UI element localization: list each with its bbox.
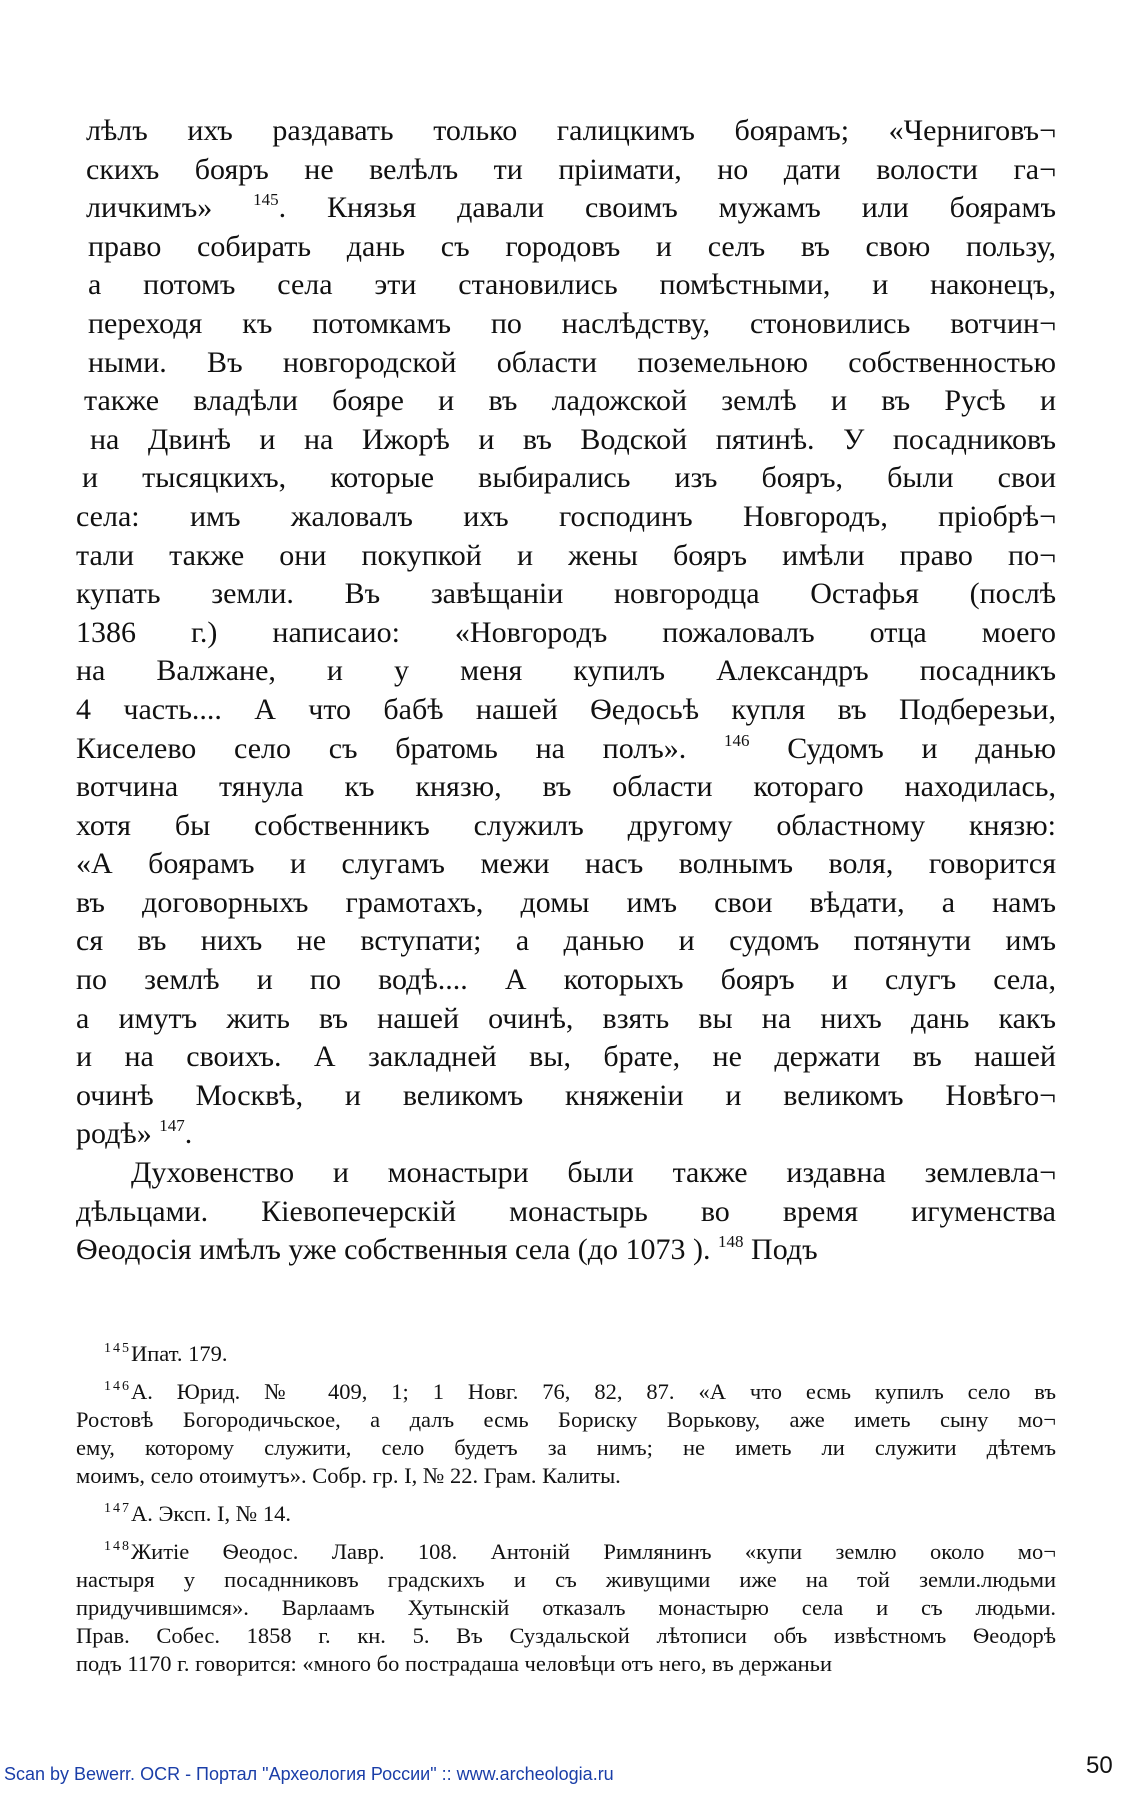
text-line: ся въ нихъ не вступати; а данью и судомъ потянути имъ — [76, 924, 1056, 958]
footnote-line: придучившимся». Варлаамъ Хутынскій отказалъ монастырю села и съ людьми. — [76, 1595, 1056, 1620]
footnote-line: $^{148}$Житіе Ѳеодос. Лавр. 108. Антоній Римлянинъ «купи землю около мо¬ — [104, 1539, 1056, 1564]
footnote-line: ему, которому служити, село будетъ за нимъ; не иметь ли служити дѣтемъ — [76, 1435, 1056, 1460]
text-line: дѣльцами. Кіевопечерскій монастырь во время игуменства — [76, 1194, 1056, 1228]
text-line: «А боярамъ и слугамъ межи насъ волнымъ воля, говорится — [76, 847, 1056, 881]
text-line: въ договорныхъ грамотахъ, домы имъ свои вѣдати, а намъ — [76, 885, 1056, 919]
text-line: скихъ бояръ не велѣлъ ти пріимати, но дати волости га¬ — [86, 152, 1056, 186]
footnote-line: настыря у посаднниковъ градскихъ и съ живущими иже на той земли.людьми — [76, 1567, 1056, 1592]
footnote — [76, 1378, 1056, 1490]
text-line: хотя бы собственникъ служилъ другому областному князю: — [76, 808, 1056, 842]
text-line: по землѣ и по водѣ.... А которыхъ бояръ и слугъ села, — [76, 963, 1056, 997]
scan-credit-link[interactable]: Scan by Bewerr. OCR - Портал "Археология России" :: www.archeologia.ru — [4, 1764, 614, 1784]
footnote-line: Прав. Собес. 1858 г. кн. 5. Въ Суздальской лѣтописи объ извѣстномъ Ѳеодорѣ — [76, 1623, 1056, 1648]
text-line: Духовенство и монастыри были также издавна землевла¬ — [131, 1156, 1056, 1190]
text-line: переходя къ потомкамъ по наслѣдству, стоновились вотчин¬ — [88, 306, 1056, 340]
text-line: села: имъ жаловалъ ихъ господинъ Новгородъ, пріобрѣ¬ — [76, 499, 1056, 533]
main-text — [76, 112, 1056, 1270]
text-line: родѣ» $^{147}$. — [76, 1116, 193, 1151]
text-line: вотчина тянула къ князю, въ области котораго находилась, — [76, 770, 1056, 804]
footnote-line: Ростовѣ Богородичьское, а далъ есмь Бориску Ворькову, аже иметь сыну мо¬ — [76, 1407, 1056, 1432]
text-line: право собирать дань съ городовъ и селъ въ свою пользу, — [88, 229, 1056, 263]
text-line: лѣлъ ихъ раздавать только галицкимъ боярамъ; «Черниговъ¬ — [86, 114, 1056, 147]
text-line: личкимъ» $^{145}$. Князья давали своимъ мужамъ или боярамъ — [86, 190, 1056, 225]
footnote — [76, 1538, 1056, 1678]
text-line: Киселево село съ братомь на полъ». $^{146}$ Судомъ и данью — [76, 730, 1056, 765]
text-line: также владѣли бояре и въ ладожской землѣ и въ Русѣ и — [84, 384, 1056, 418]
text-line: Ѳеодосія имѣлъ уже собственныя села (до 1073 ). $^{148}$ Подъ — [76, 1232, 818, 1267]
text-line: 1386 г.) написаио: «Новгородъ пожаловалъ отца моего — [76, 615, 1056, 649]
text-line: купать земли. Въ завѣщаніи новгородца Остафья (послѣ — [76, 577, 1056, 611]
footnote — [76, 1340, 1056, 1368]
text-line: ными. Въ новгородской области поземельною собственностью — [88, 345, 1056, 379]
footnote-line: $^{146}$А. Юрид. № 409, 1; 1 Новг. 76, 82, 87. «А что есмь купилъ село въ — [104, 1379, 1056, 1404]
text-line: на Двинѣ и на Ижорѣ и въ Водской пятинѣ. У посадниковъ — [90, 422, 1056, 456]
text-line: и тысяцкихъ, которые выбирались изъ бояръ, были свои — [82, 461, 1056, 495]
footnotes — [76, 1340, 1056, 1678]
footnote-line: $^{147}$А. Эксп. I, № 14. — [104, 1501, 291, 1526]
text-line: 4 часть.... А что бабѣ нашей Ѳедосьѣ купля въ Подберезьи, — [76, 692, 1056, 726]
text-line: а потомъ села эти становились помѣстными, и наконецъ, — [88, 268, 1056, 302]
text-line: тали также они покупкой и жены бояръ имѣли право по¬ — [76, 538, 1056, 572]
footnote-line: подъ 1170 г. говорится: «много бо пострадаша человѣци отъ него, въ держаньи — [76, 1651, 832, 1676]
page-number: 50 — [1086, 1752, 1113, 1779]
text-line: и на своихъ. А закладней вы, брате, не держати въ нашей — [76, 1040, 1056, 1074]
text-line: очинѣ Москвѣ, и великомъ княженіи и великомъ Новѣго¬ — [76, 1078, 1056, 1112]
footnote-line: моимъ, село отоимутъ». Собр. гр. I, № 22. Грам. Калиты. — [76, 1463, 621, 1488]
text-line: а имутъ жить въ нашей очинѣ, взять вы на нихъ дань какъ — [76, 1001, 1056, 1035]
footnote — [76, 1500, 1056, 1528]
text-line: на Валжане, и у меня купилъ Александръ посадникъ — [76, 654, 1056, 688]
footnote-line: $^{145}$Ипат. 179. — [104, 1341, 228, 1366]
